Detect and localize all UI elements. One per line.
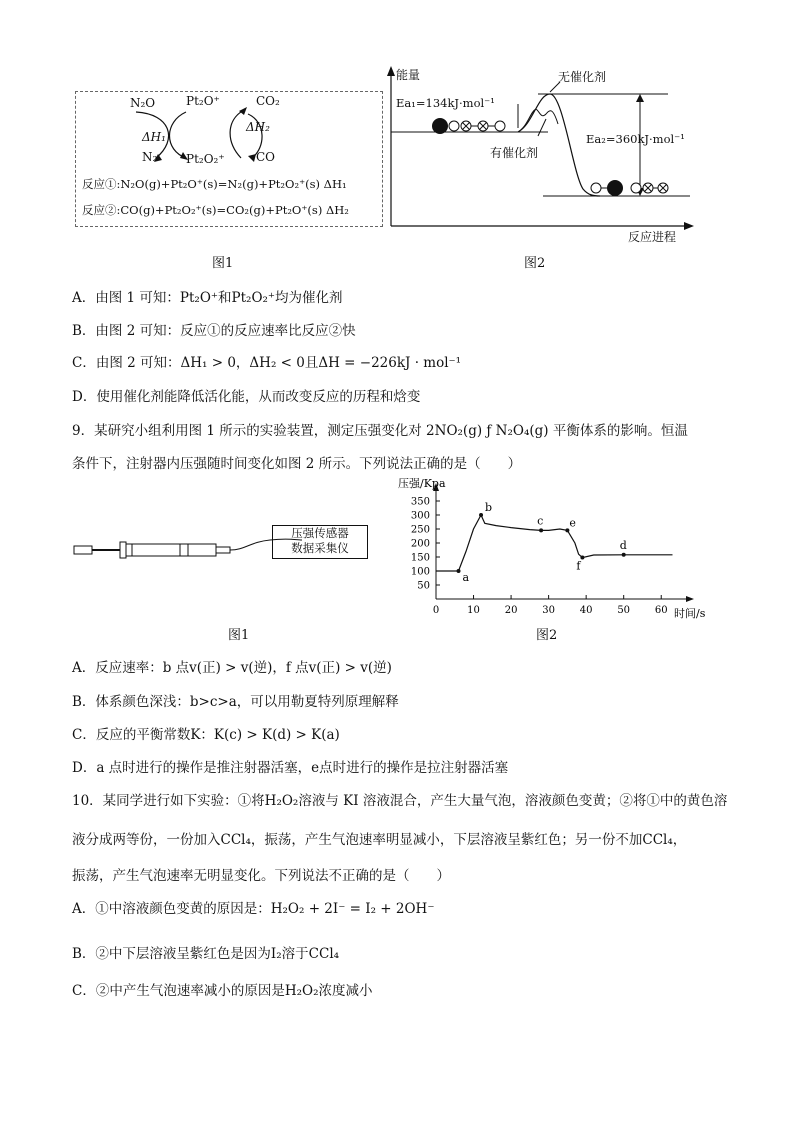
point-label-b: b xyxy=(485,501,493,514)
q9-option-a: A．反应速率：b 点v(正) > v(逆)，f 点v(正) > v(逆) xyxy=(72,660,392,676)
no-catalyst-label: 无催化剂 xyxy=(558,70,607,84)
pressure-chart-svg xyxy=(390,475,706,620)
pressure-sensor-box xyxy=(272,525,368,559)
y-axis-label: 压强/Kpa xyxy=(398,477,446,490)
point-label-d: d xyxy=(619,538,627,552)
q9-option-c: C．反应的平衡常数K：K(c) > K(d) > K(a) xyxy=(72,727,340,743)
energy-axis-label: 能量 xyxy=(396,68,421,82)
fig2-caption: 图2 xyxy=(524,256,546,271)
q8-option-c: C．由图 2 可知：ΔH₁ > 0，ΔH₂ < 0且ΔH = −226kJ · mol⁻¹ xyxy=(72,355,462,371)
point-label-f: f xyxy=(576,559,581,573)
pressure-line xyxy=(436,515,673,571)
q8-option-d: D．使用催化剂能降低活化能，从而改变反应的历程和焓变 xyxy=(72,389,421,405)
point-b xyxy=(479,513,483,517)
point-d xyxy=(622,553,626,557)
figure1-cycle xyxy=(75,91,383,227)
point-label-a: a xyxy=(462,571,470,584)
q10-stem-line1: 10．某同学进行如下实验：①将H₂O₂溶液与 KI 溶液混合，产生大量气泡，溶液颜色变黄；②将①中的黄色溶 xyxy=(72,793,728,809)
y-tick-label: 250 xyxy=(410,524,430,536)
figure2-energy-diagram xyxy=(378,64,698,244)
x-tick-label: 50 xyxy=(617,605,631,616)
reaction-progress-label: 反应进程 xyxy=(628,230,677,244)
q9-fig2-caption: 图2 xyxy=(536,628,558,643)
n2o-label: N₂O xyxy=(130,96,156,110)
y-tick-label: 200 xyxy=(410,538,430,550)
pt2o2-bottom-label: Pt₂O₂⁺ xyxy=(186,152,225,166)
sensor-label-line1: 压强传感器 xyxy=(291,526,349,540)
n2-label: N₂ xyxy=(142,150,158,164)
dh1-label: ΔH₁ xyxy=(142,130,166,144)
q8-option-a: A．由图 1 可知：Pt₂O⁺和Pt₂O₂⁺均为催化剂 xyxy=(72,290,343,306)
dh2-label: ΔH₂ xyxy=(246,120,270,134)
x-tick-label: 30 xyxy=(542,605,555,616)
sensor-label-line2: 数据采集仪 xyxy=(291,541,349,555)
x-tick-label: 10 xyxy=(467,605,480,616)
y-tick-label: 100 xyxy=(410,566,430,578)
ea1-label: Ea₁=134kJ·mol⁻¹ xyxy=(396,96,495,110)
q9-fig1-caption: 图1 xyxy=(228,628,250,643)
q10-option-a: A．①中溶液颜色变黄的原因是：H₂O₂ + 2I⁻ = I₂ + 2OH⁻ xyxy=(72,901,435,917)
q9-option-b: B．体系颜色深浅：b>c>a，可以用勒夏特列原理解释 xyxy=(72,694,399,710)
reaction2-equation: 反应②:CO(g)+Pt₂O₂⁺(s)=CO₂(g)+Pt₂O⁺(s) ΔH₂ xyxy=(82,203,349,217)
ea2-label: Ea₂=360kJ·mol⁻¹ xyxy=(586,132,685,146)
reaction1-equation: 反应①:N₂O(g)+Pt₂O⁺(s)=N₂(g)+Pt₂O₂⁺(s) ΔH₁ xyxy=(82,177,347,191)
fig1-caption: 图1 xyxy=(212,256,234,271)
with-catalyst-label: 有催化剂 xyxy=(490,146,539,160)
x-tick-label: 20 xyxy=(504,605,518,616)
point-label-e: e xyxy=(569,516,576,530)
y-tick-label: 350 xyxy=(410,496,430,508)
point-f xyxy=(580,556,584,560)
y-tick-label: 300 xyxy=(410,510,430,522)
q9-stem-line2: 条件下，注射器内压强随时间变化如图 2 所示。下列说法正确的是（ ） xyxy=(72,456,522,472)
point-label-c: c xyxy=(537,514,544,528)
x-tick-label: 60 xyxy=(654,605,668,616)
co-label: CO xyxy=(256,150,276,164)
q10-stem-line2: 液分成两等份，一份加入CCl₄，振荡，产生气泡速率明显减小，下层溶液呈紫红色；另一份不加CCl₄， xyxy=(72,832,687,848)
x-axis-arrow xyxy=(686,596,694,602)
y-tick-label: 150 xyxy=(410,552,430,564)
point-a xyxy=(457,569,461,573)
q8-option-b: B．由图 2 可知：反应①的反应速率比反应②快 xyxy=(72,323,356,339)
pressure-time-chart xyxy=(390,475,706,620)
x-tick-label: 40 xyxy=(579,605,593,616)
pt2o-top-label: Pt₂O⁺ xyxy=(186,94,220,108)
x-axis-label: 时间/s xyxy=(674,607,706,620)
q10-option-c: C．②中产生气泡速率减小的原因是H₂O₂浓度减小 xyxy=(72,983,373,999)
q10-option-b: B．②中下层溶液呈紫红色是因为I₂溶于CCl₄ xyxy=(72,946,340,962)
point-c xyxy=(539,528,543,532)
x-tick-label: 0 xyxy=(432,605,440,616)
q9-stem-line1: 9．某研究小组利用图 1 所示的实验装置，测定压强变化对 2NO₂(g) ƒ N₂O₄(g) 平衡体系的影响。恒温 xyxy=(72,423,688,439)
co2-label: CO₂ xyxy=(256,94,280,108)
q10-stem-line3: 振荡，产生气泡速率无明显变化。下列说法不正确的是（ ） xyxy=(72,868,450,884)
y-tick-label: 50 xyxy=(417,580,430,592)
q9-option-d: D．a 点时进行的操作是推注射器活塞，e点时进行的操作是拉注射器活塞 xyxy=(72,760,509,776)
